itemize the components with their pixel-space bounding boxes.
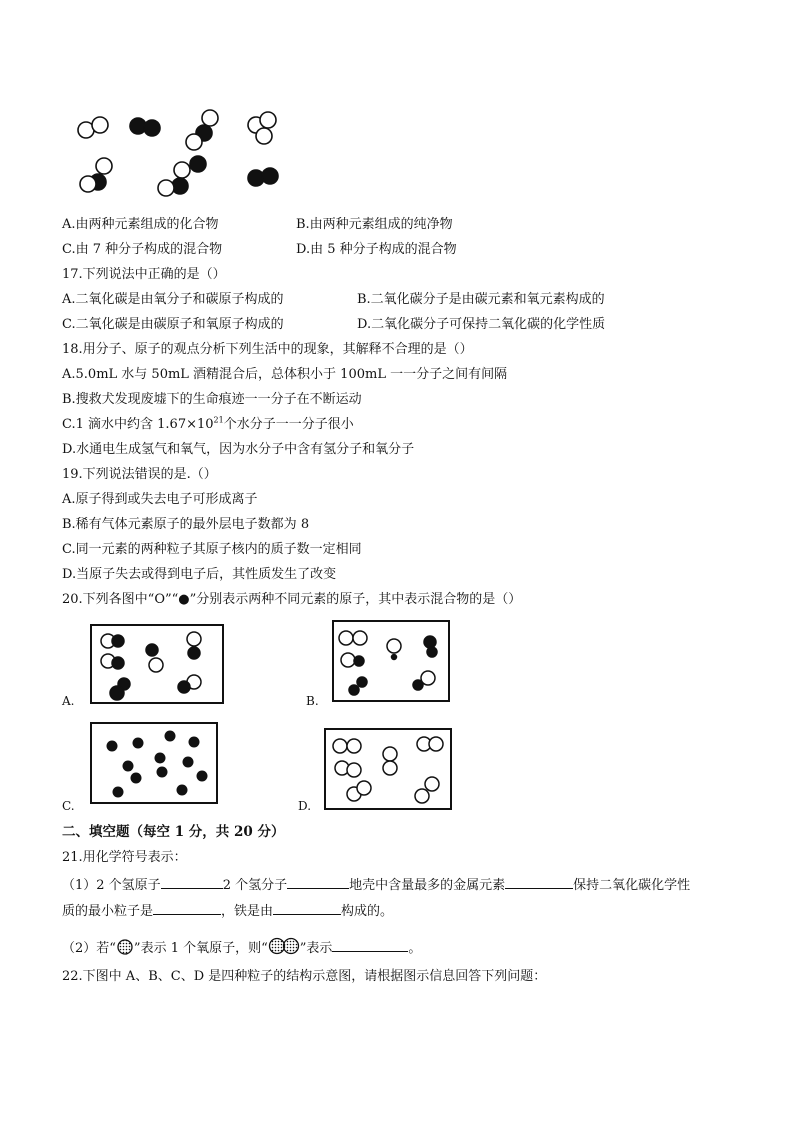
q21-l1-text-c: 地壳中含量最多的金属元素 — [349, 878, 506, 893]
q21-l1-text-a: （1）2 个氢原子 — [62, 878, 161, 893]
q19-option-d: D.当原子失去或得到电子后，其性质发生了改变 — [62, 567, 337, 582]
q18-stem: 18.用分子、原子的观点分析下列生活中的现象，其解释不合理的是（） — [62, 342, 473, 357]
q18-option-a: A.5.0mL 水与 50mL 酒精混合后，总体积小于 100mL 一一分子之间有间隔 — [62, 367, 508, 382]
q18-option-c-post: 个水分子一一分子很小 — [223, 417, 354, 432]
q16-option-b: B.由两种元素组成的纯净物 — [296, 217, 453, 232]
q22-stem: 22.下图中 A、B、C、D 是四种粒子的结构示意图，请根据图示信息回答下列问题： — [62, 969, 547, 984]
q18-option-b: B.搜救犬发现废墟下的生命痕迹一一分子在不断运动 — [62, 392, 362, 407]
q19-option-c: C.同一元素的两种粒子其原子核内的质子数一定相同 — [62, 542, 362, 557]
answer-blank-oxygen-molecule[interactable] — [332, 937, 408, 952]
q21-l3-text-c: ”表示 — [299, 941, 333, 956]
q20-box-a — [90, 624, 224, 704]
q21-l2-text-c: 构成的。 — [341, 904, 394, 919]
q21-l3-text-a: （2）若“ — [62, 941, 116, 956]
answer-blank-hydrogen-molecules[interactable] — [287, 874, 349, 889]
q21-l3-text-b: ”表示 1 个氧原子，则“ — [133, 941, 268, 956]
answer-blank-co2-particle[interactable] — [153, 900, 221, 915]
q20-box-c — [90, 722, 218, 804]
q21-stem: 21.用化学符号表示： — [62, 850, 187, 865]
q16-option-c: C.由 7 种分子构成的混合物 — [62, 242, 223, 257]
q16-option-a: A.由两种元素组成的化合物 — [62, 217, 219, 232]
q20-stem: 20.下列各图中“O”“●”分别表示两种不同元素的原子，其中表示混合物的是（） — [62, 592, 522, 607]
q19-stem: 19.下列说法错误的是.（） — [62, 467, 217, 482]
q18-option-c-exponent: 21 — [213, 415, 224, 425]
oxygen-atom-icon — [116, 939, 134, 955]
q20-label-b: B. — [306, 694, 319, 708]
oxygen-molecule-icon — [268, 937, 300, 955]
q17-stem: 17.下列说法中正确的是（） — [62, 267, 226, 282]
q20-label-d: D. — [298, 799, 312, 813]
q20-label-c: C. — [62, 799, 75, 813]
q19-option-a: A.原子得到或失去电子可形成离子 — [62, 492, 258, 507]
q17-option-a: A.二氧化碳是由氧分子和碳原子构成的 — [62, 292, 284, 307]
q21-line2 — [62, 900, 393, 921]
q19-option-b: B.稀有气体元素原子的最外层电子数都为 8 — [62, 517, 310, 532]
q21-line3 — [62, 937, 421, 958]
q17-option-c: C.二氧化碳是由碳原子和氧原子构成的 — [62, 317, 284, 332]
q21-l2-text-a: 质的最小粒子是 — [62, 904, 154, 919]
section2-title: 二、填空题（每空 1 分，共 20 分） — [62, 824, 285, 840]
answer-blank-crust-metal[interactable] — [505, 874, 573, 889]
q20-box-b — [332, 620, 450, 702]
q18-option-d: D.水通电生成氢气和氧气，因为水分子中含有氢分子和氧分子 — [62, 442, 415, 457]
q20-label-a: A. — [62, 694, 75, 708]
q16-molecule-figure — [70, 100, 300, 200]
answer-blank-iron-composition[interactable] — [273, 900, 341, 915]
q17-option-b: B.二氧化碳分子是由碳元素和氧元素构成的 — [357, 292, 605, 307]
q18-option-c-pre: C.1 滴水中约含 1.67×10 — [62, 417, 214, 432]
q16-option-d: D.由 5 种分子构成的混合物 — [296, 242, 457, 257]
q21-line1 — [62, 874, 690, 895]
q17-option-d: D.二氧化碳分子可保持二氧化碳的化学性质 — [357, 317, 606, 332]
answer-blank-hydrogen-atoms[interactable] — [161, 874, 223, 889]
q21-l3-text-d: 。 — [408, 941, 422, 956]
q21-l1-text-b: 2 个氢分子 — [222, 878, 288, 893]
q18-option-c — [62, 416, 354, 434]
q21-l2-text-b: ，铁是由 — [221, 904, 274, 919]
q21-l1-text-d: 保持二氧化碳化学性 — [573, 878, 691, 893]
q20-box-d — [324, 728, 452, 810]
